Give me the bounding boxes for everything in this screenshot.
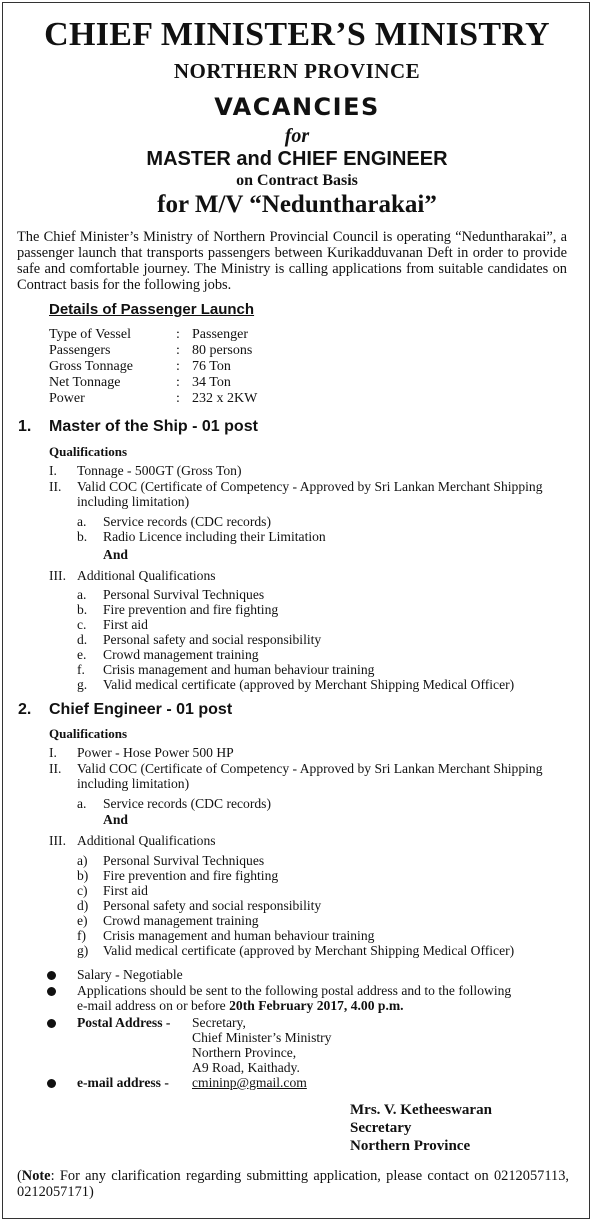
qualification-item: Valid COC (Certificate of Competency - Approved by Sri Lankan Merchant Shipping: [77, 761, 543, 776]
section-title: Chief Engineer - 01 post: [49, 701, 233, 718]
qualification-item: Power - Hose Power 500 HP: [77, 745, 234, 760]
sub-item: Personal Survival Techniques: [103, 587, 265, 602]
sub-item: First aid: [103, 883, 148, 898]
sub-item: Radio Licence including their Limitation: [103, 529, 326, 544]
email-link[interactable]: cmininp@gmail.com: [192, 1075, 307, 1090]
signatory-title: Secretary: [350, 1120, 412, 1136]
note-label: Note: [21, 1168, 51, 1184]
sub-item: Service records (CDC records): [103, 514, 271, 529]
detail-value: Passenger: [192, 327, 248, 342]
postal-address-line: Chief Minister’s Ministry: [192, 1030, 332, 1045]
postal-address-line: Northern Province,: [192, 1045, 297, 1060]
sub-marker: g): [77, 943, 89, 958]
qualification-item-cont: including limitation): [77, 776, 190, 791]
sub-marker: e): [77, 913, 88, 928]
sub-marker: c.: [77, 617, 87, 632]
sub-item: Crowd management training: [103, 913, 259, 928]
qualification-item: Additional Qualifications: [77, 568, 216, 583]
detail-value: 34 Ton: [192, 375, 231, 390]
sub-marker: e.: [77, 647, 87, 662]
detail-colon: :: [176, 327, 180, 342]
signatory-name: Mrs. V. Ketheeswaran: [350, 1102, 492, 1118]
application-deadline-line: [77, 998, 404, 1013]
signature-block: [350, 1101, 492, 1155]
detail-colon: :: [176, 391, 180, 406]
postal-address-line: Secretary,: [192, 1015, 246, 1030]
qualification-item-cont: including limitation): [77, 494, 190, 509]
sub-item: Valid medical certificate (approved by Merchant Shipping Medical Officer): [103, 943, 515, 958]
sub-item: Fire prevention and fire fighting: [103, 602, 279, 617]
sub-item: Valid medical certificate (approved by Merchant Shipping Medical Officer): [103, 677, 515, 692]
bullet-icon: [47, 1019, 56, 1028]
detail-label: Net Tonnage: [49, 375, 121, 390]
positions-heading: MASTER and CHIEF ENGINEER: [146, 148, 448, 170]
sub-item: Crisis management and human behaviour training: [103, 662, 375, 677]
deadline-prefix: e-mail address on or before: [77, 998, 230, 1013]
and-text: And: [103, 547, 128, 562]
for-text: for: [284, 125, 310, 147]
contract-basis-text: on Contract Basis: [236, 172, 358, 189]
detail-colon: :: [176, 359, 180, 374]
sub-item: Personal Survival Techniques: [103, 853, 265, 868]
sub-item: Personal safety and social responsibility: [103, 898, 322, 913]
sub-marker: a): [77, 853, 88, 868]
sub-marker: f.: [77, 662, 85, 677]
qualification-item: Additional Qualifications: [77, 833, 216, 848]
email-label: e-mail address -: [77, 1075, 169, 1090]
bullet-icon: [47, 971, 56, 980]
section-title: Master of the Ship - 01 post: [49, 418, 258, 435]
sub-marker: b): [77, 868, 89, 883]
sub-marker: a.: [77, 514, 87, 529]
detail-value: 80 persons: [192, 343, 253, 358]
roman-marker: I.: [49, 745, 57, 760]
deadline-date: 20th February 2017, 4.00 p.m.: [229, 998, 404, 1013]
roman-marker: III.: [49, 568, 66, 583]
roman-marker: II.: [49, 479, 62, 494]
detail-colon: :: [176, 375, 180, 390]
sub-item: Personal safety and social responsibility: [103, 632, 322, 647]
detail-value: 232 x 2KW: [192, 391, 258, 406]
intro-paragraph: The Chief Minister’s Ministry of Northern Provincial Council is operating “Neduntharakai”, a passenger launch that transports passengers between Kurikadduvanan Deft in order to provide safe and comfortable journey. The Ministry is calling applications from suitable candidates on Contract basis for the following jobs.: [17, 229, 567, 293]
section-number: 2.: [18, 701, 32, 718]
roman-marker: III.: [49, 833, 66, 848]
sub-marker: c): [77, 883, 88, 898]
sub-item: Crowd management training: [103, 647, 259, 662]
note-text: : For any clarification regarding submitting application, please contact on 0212057113, 0212057171): [17, 1168, 569, 1200]
sub-item: First aid: [103, 617, 148, 632]
sub-marker: b.: [77, 602, 88, 617]
postal-address-line: A9 Road, Kaithady.: [192, 1060, 300, 1075]
qualifications-label: Qualifications: [49, 444, 128, 459]
province-title: NORTHERN PROVINCE: [173, 59, 421, 83]
roman-marker: I.: [49, 463, 57, 478]
detail-label: Passengers: [49, 343, 111, 358]
roman-marker: II.: [49, 761, 62, 776]
bullet-icon: [47, 1079, 56, 1088]
note-open-paren: (: [17, 1168, 22, 1184]
sub-marker: a.: [77, 796, 87, 811]
sub-marker: d): [77, 898, 89, 913]
sub-marker: g.: [77, 677, 88, 692]
sub-marker: b.: [77, 529, 88, 544]
detail-value: 76 Ton: [192, 359, 231, 374]
sub-marker: a.: [77, 587, 87, 602]
note-paragraph: [17, 1168, 569, 1200]
section-number: 1.: [18, 418, 32, 435]
sub-marker: d.: [77, 632, 88, 647]
sub-item: Crisis management and human behaviour training: [103, 928, 375, 943]
ministry-title: CHIEF MINISTER’S MINISTRY: [44, 16, 550, 53]
detail-label: Power: [49, 391, 85, 406]
sub-item: Service records (CDC records): [103, 796, 271, 811]
qualification-item: Valid COC (Certificate of Competency - Approved by Sri Lankan Merchant Shipping: [77, 479, 543, 494]
vessel-heading: for M/V “Neduntharakai”: [157, 191, 437, 218]
postal-address-label: Postal Address -: [77, 1015, 171, 1030]
detail-colon: :: [176, 343, 180, 358]
signatory-org: Northern Province: [350, 1138, 471, 1154]
vacancies-heading: VACANCIES: [214, 93, 380, 121]
application-instructions: Applications should be sent to the following postal address and to the following: [77, 983, 512, 998]
salary-text: Salary - Negotiable: [77, 967, 183, 982]
qualifications-label: Qualifications: [49, 726, 128, 741]
bullet-icon: [47, 987, 56, 996]
details-title: Details of Passenger Launch: [49, 301, 255, 318]
detail-label: Type of Vessel: [49, 327, 131, 342]
and-text: And: [103, 812, 128, 827]
detail-label: Gross Tonnage: [49, 359, 133, 374]
sub-item: Fire prevention and fire fighting: [103, 868, 279, 883]
sub-marker: f): [77, 928, 87, 943]
qualification-item: Tonnage - 500GT (Gross Ton): [77, 463, 242, 478]
